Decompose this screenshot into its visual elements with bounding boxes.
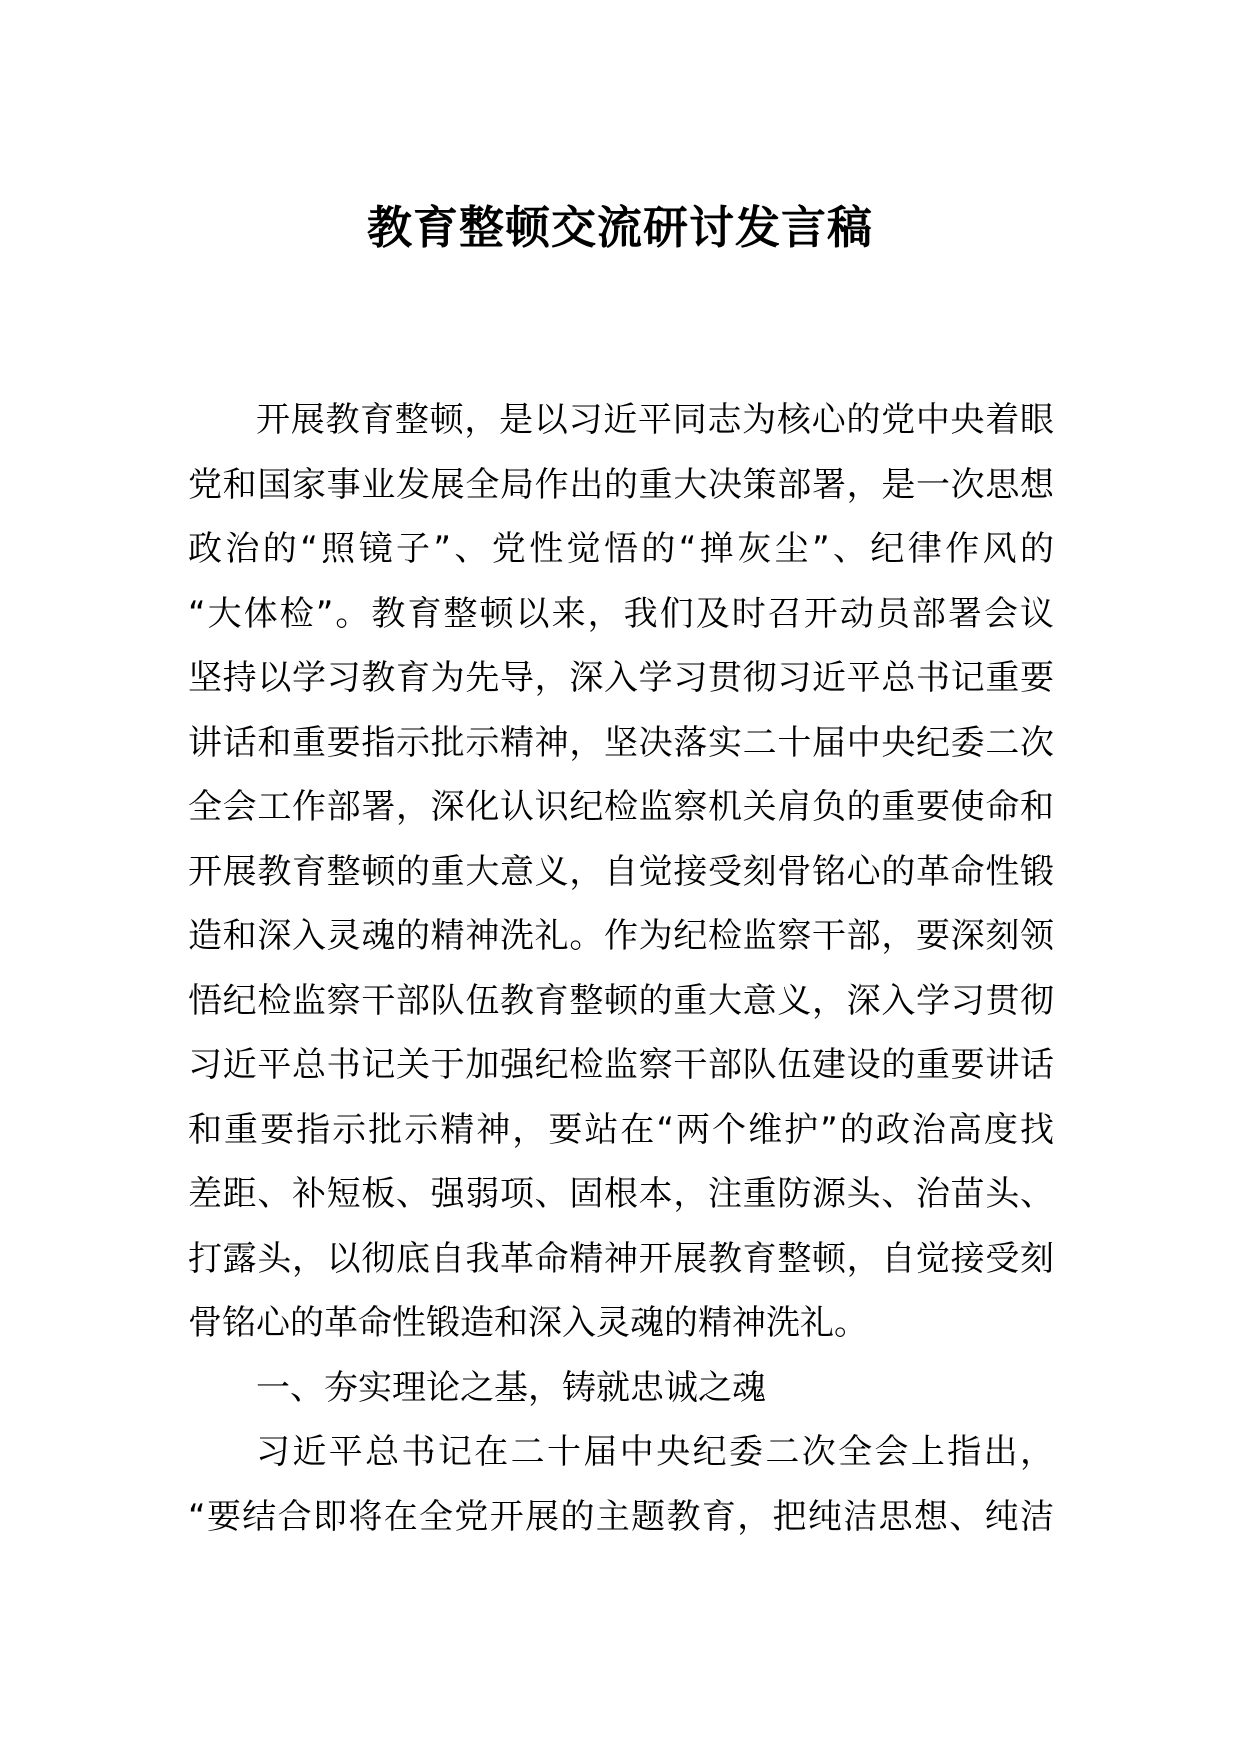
paragraph-line: 讲话和重要指示批示精神，坚决落实二十届中央纪委二次	[188, 722, 1054, 763]
paragraph-line: “要结合即将在全党开展的主题教育，把纯洁思想、纯洁	[188, 1496, 1054, 1537]
paragraph-line: 差距、补短板、强弱项、固根本，注重防源头、治苗头、	[188, 1174, 1054, 1214]
document-body	[188, 388, 1054, 1549]
section-heading-text: 一、夯实理论之基，铸就忠诚之魂	[256, 1367, 766, 1408]
paragraph-line: 全会工作部署，深化认识纪检监察机关肩负的重要使命和	[188, 787, 1054, 827]
paragraph-line: 坚持以学习教育为先导，深入学习贯彻习近平总书记重要	[188, 658, 1054, 698]
paragraph-line: “大体检”。教育整顿以来，我们及时召开动员部署会议	[188, 593, 1054, 634]
paragraph-intro	[188, 388, 1054, 1356]
paragraph-line: 造和深入灵魂的精神洗礼。作为纪检监察干部，要深刻领	[188, 916, 1054, 956]
document-title: 教育整顿交流研讨发言稿	[366, 201, 873, 254]
paragraph-line: 习近平总书记关于加强纪检监察干部队伍建设的重要讲话	[188, 1045, 1054, 1085]
paragraph-line: 开展教育整顿的重大意义，自觉接受刻骨铭心的革命性锻	[188, 851, 1054, 892]
paragraph-quote	[188, 1420, 1054, 1549]
paragraph-line: 打露头，以彻底自我革命精神开展教育整顿，自觉接受刻	[188, 1238, 1054, 1279]
paragraph-line: 开展教育整顿，是以习近平同志为核心的党中央着眼	[256, 400, 1054, 440]
paragraph-line: 悟纪检监察干部队伍教育整顿的重大意义，深入学习贯彻	[188, 980, 1054, 1021]
paragraph-line: 政治的“照镜子”、党性觉悟的“掸灰尘”、纪律作风的	[188, 529, 1054, 569]
paragraph-line: 习近平总书记在二十届中央纪委二次全会上指出，	[256, 1432, 1054, 1472]
paragraph-line: 党和国家事业发展全局作出的重大决策部署，是一次思想	[188, 464, 1054, 505]
paragraph-line: 和重要指示批示精神，要站在“两个维护”的政治高度找	[188, 1109, 1054, 1150]
paragraph-line: 骨铭心的革命性锻造和深入灵魂的精神洗礼。	[188, 1303, 868, 1343]
section-heading	[188, 1356, 1054, 1421]
